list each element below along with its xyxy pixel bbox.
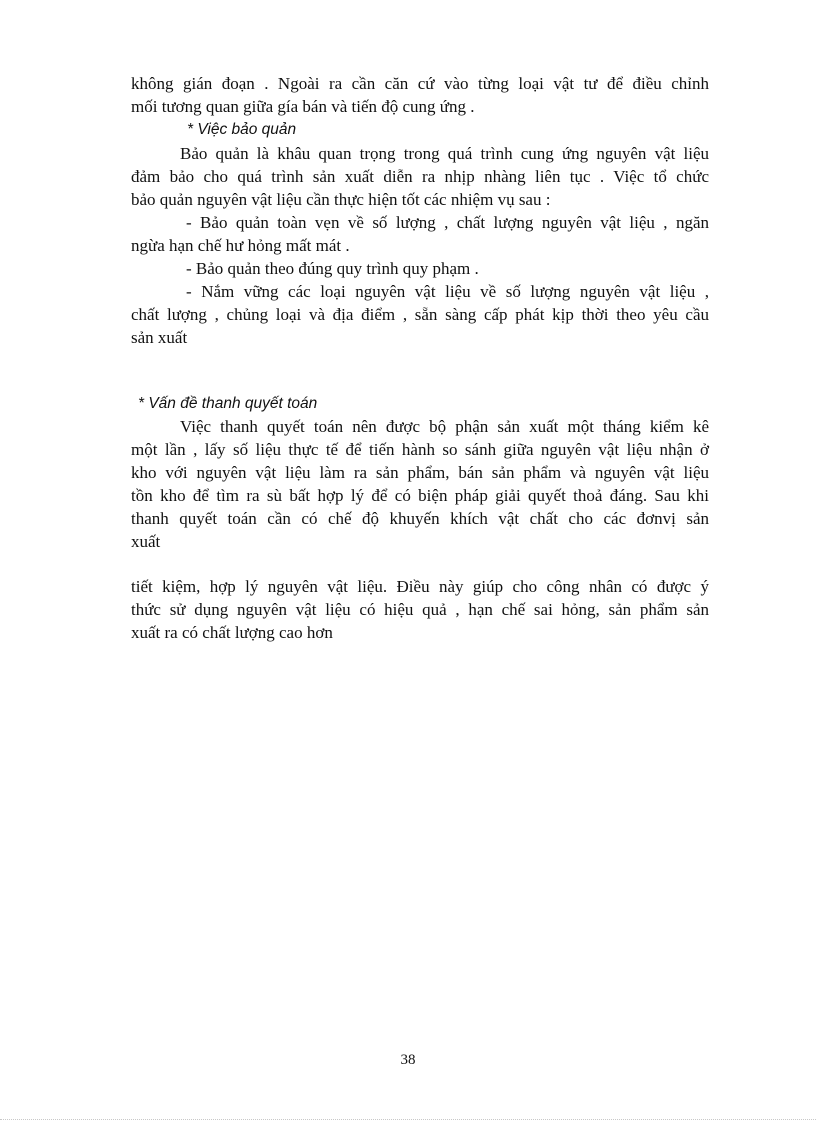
text-line: một lần , lấy số liệu thực tế để tiến hành so sánh giữa nguyên vật liệu nhận ở [131,440,709,459]
section-heading-settlement: * Vấn đề thanh quyết toán [138,395,318,412]
page-number: 38 [400,1052,416,1068]
text-line: - Bảo quản toàn vẹn về số lượng , chất lượng nguyên vật liệu , ngăn [186,213,709,232]
text-line: mối tương quan giữa gía bán và tiến độ cung ứng . [131,97,475,116]
text-line: Việc thanh quyết toán nên được bộ phận sản xuất một tháng kiểm kê [180,417,709,436]
text-line: Bảo quản là khâu quan trọng trong quá trình cung ứng nguyên vật liệu [180,144,709,163]
text-line: - Bảo quản theo đúng quy trình quy phạm . [186,259,479,278]
text-line: chất lượng , chủng loại và địa điểm , sẵn sàng cấp phát kịp thời theo yêu cầu [131,305,709,324]
text-line: - Nắm vững các loại nguyên vật liệu về số lượng nguyên vật liệu , [186,282,709,301]
text-line: kho với nguyên vật liệu làm ra sản phẩm, bán sản phẩm và nguyên vật liệu [131,463,709,482]
text-line: tiết kiệm, hợp lý nguyên vật liệu. Điều này giúp cho công nhân có được ý [131,577,709,596]
text-line: thanh quyết toán cần có chế độ khuyến khích vật chất cho các đơnvị sản [131,509,709,528]
text-line: thức sử dụng nguyên vật liệu có hiệu quả , hạn chế sai hỏng, sản phẩm sản [131,600,709,619]
text-line: xuất ra có chất lượng cao hơn [131,623,333,642]
text-line: bảo quản nguyên vật liệu cần thực hiện tốt các nhiệm vụ sau : [131,190,551,209]
text-line: sản xuất [131,328,188,347]
text-line: ngừa hạn chế hư hỏng mất mát . [131,236,350,255]
section-heading-storage: * Việc bảo quản [187,121,297,138]
text-line: xuất [131,532,161,551]
text-line: không gián đoạn . Ngoài ra cần căn cứ vào từng loại vật tư để điều chỉnh [131,74,709,93]
page-bottom-rule [0,1119,816,1120]
text-line: đảm bảo cho quá trình sản xuất diễn ra nhịp nhàng liên tục . Việc tổ chức [131,167,709,186]
text-line: tồn kho để tìm ra sù bất hợp lý để có biện pháp giải quyết thoả đáng. Sau khi [131,486,709,505]
